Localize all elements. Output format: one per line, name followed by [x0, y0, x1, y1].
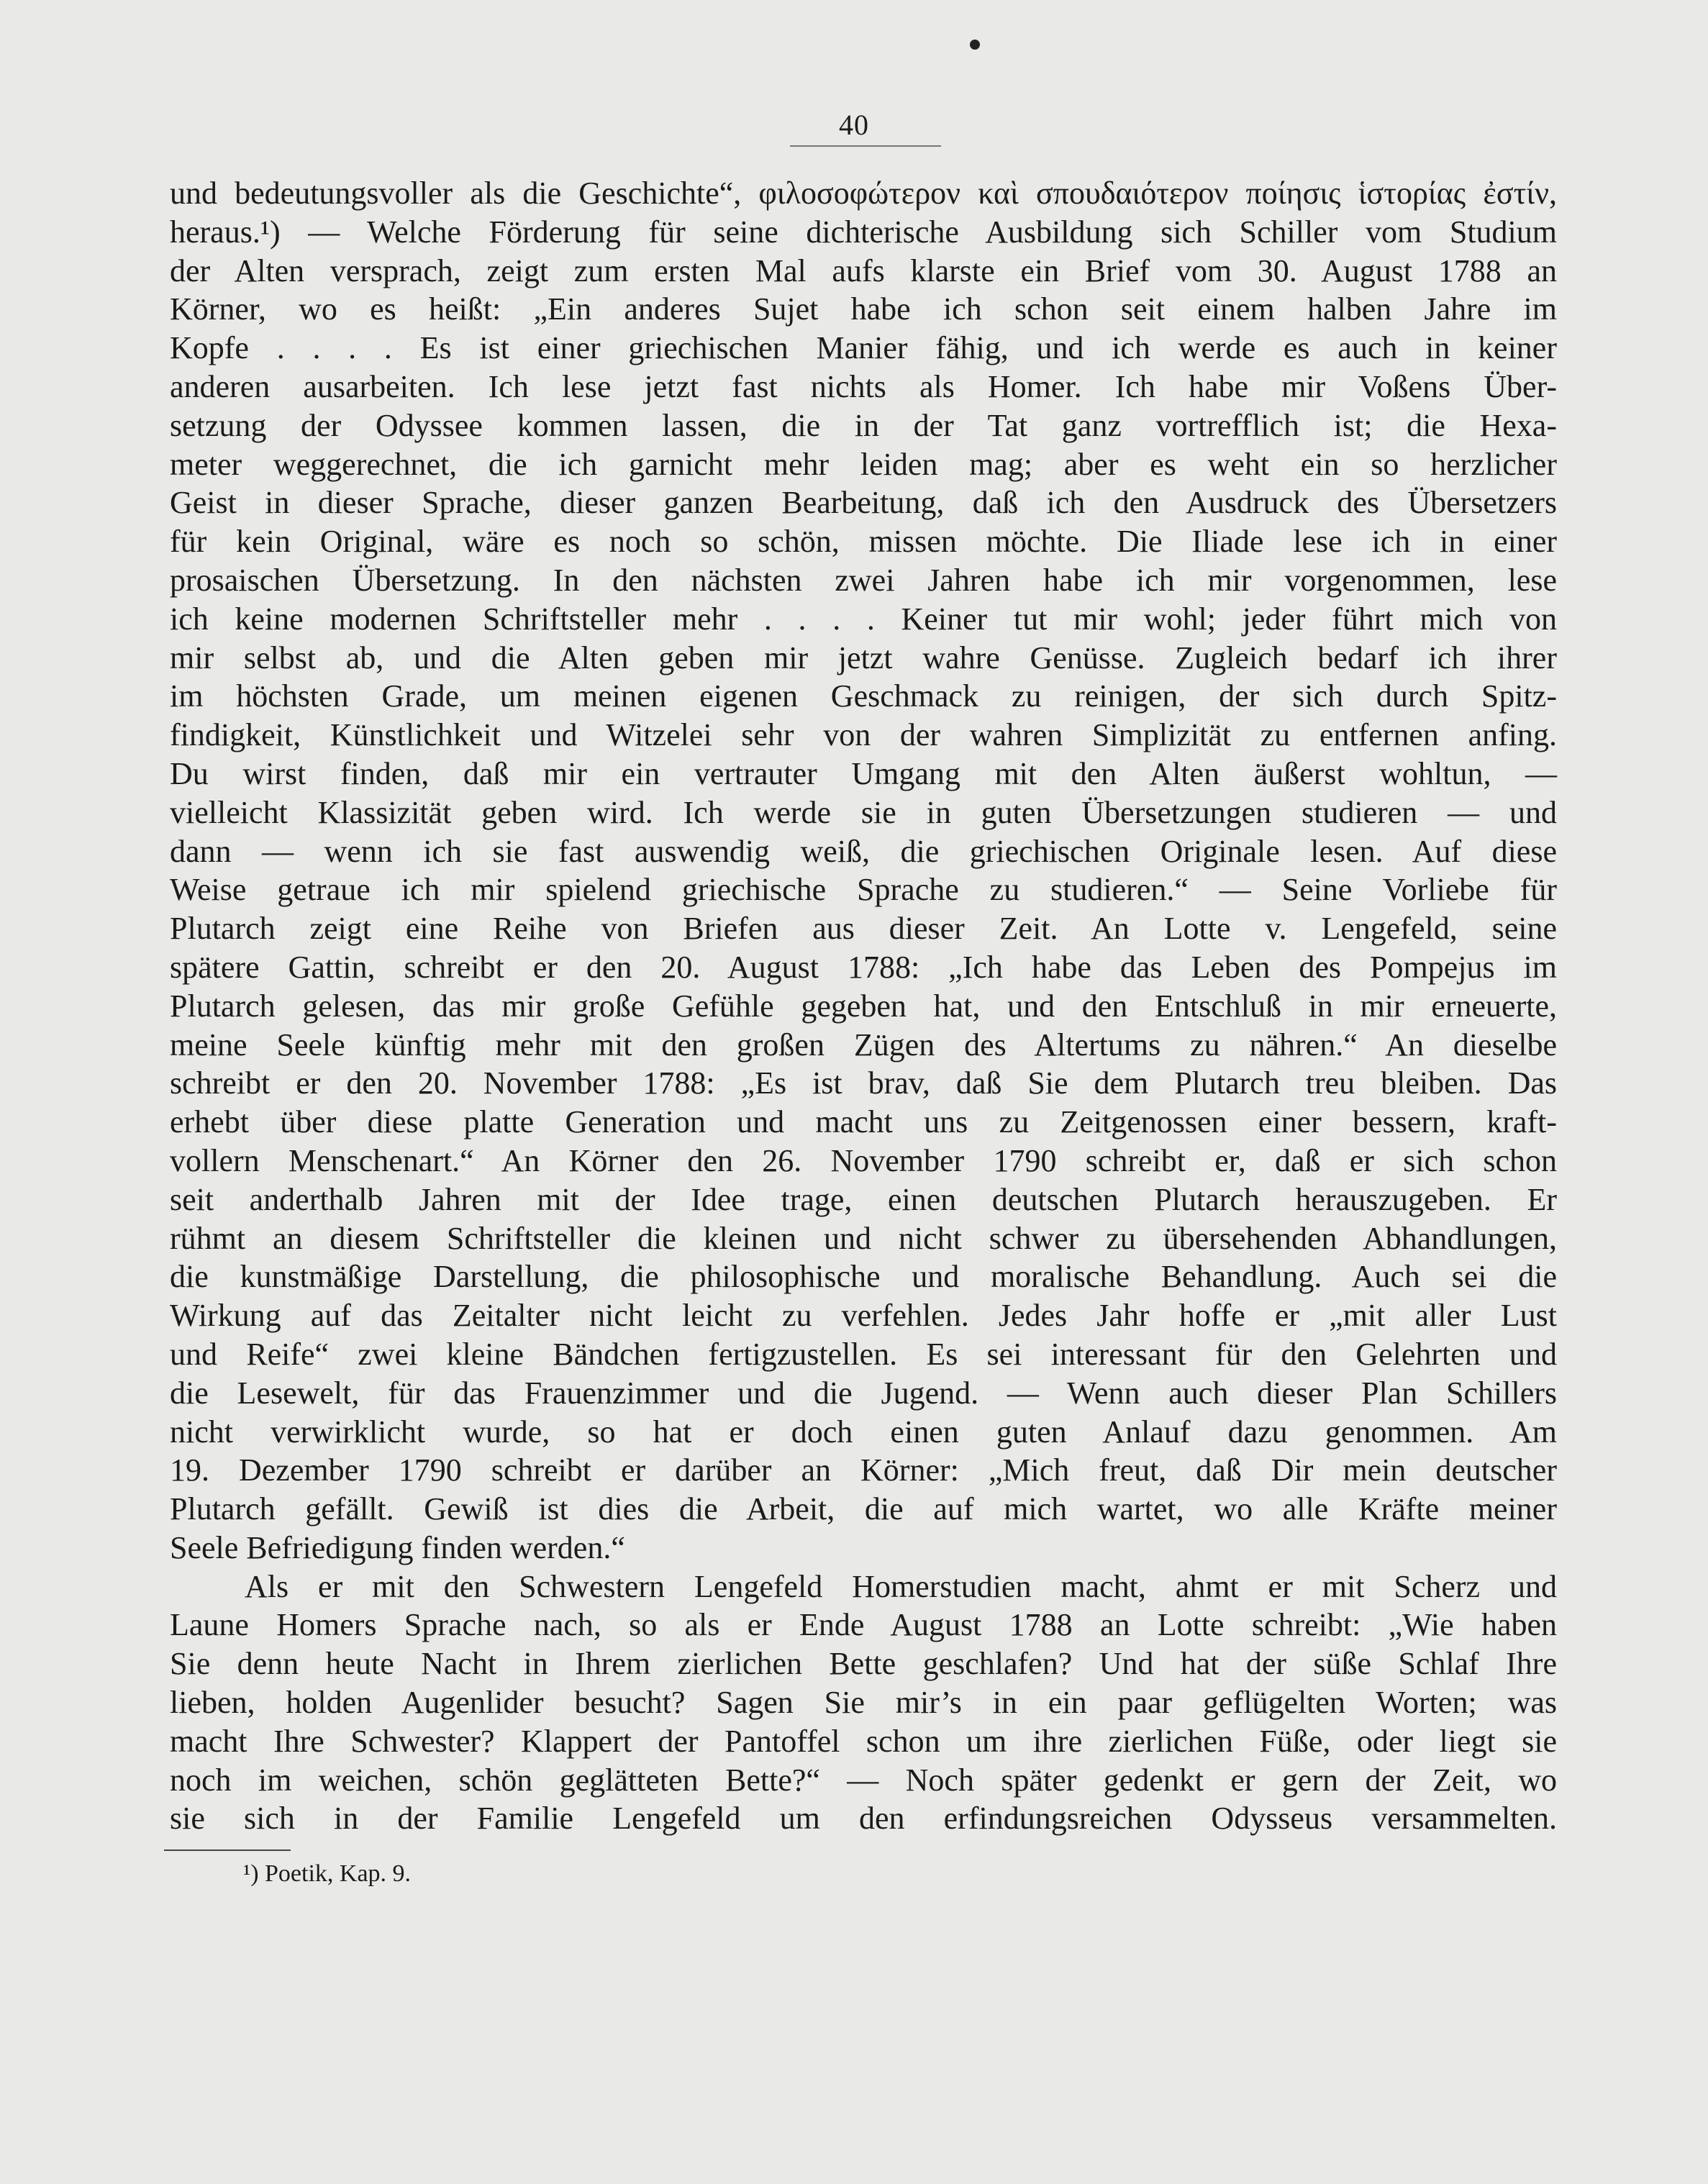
text-line: und bedeutungsvoller als die Geschichte“, φιλοσοφώτερον καὶ σπουδαιότερον ποίησις ἱστορίας ἐστίν, — [170, 176, 1557, 211]
body-text — [170, 174, 1557, 1838]
text-line: schreibt er den 20. November 1788: „Es ist brav, daß Sie dem Plutarch treu bleiben. Das — [170, 1065, 1557, 1101]
text-line: setzung der Odyssee kommen lassen, die in der Tat ganz vortrefflich ist; die Hexa- — [170, 407, 1557, 443]
text-line: Wirkung auf das Zeitalter nicht leicht zu verfehlen. Jedes Jahr hoffe er „mit aller Lust — [170, 1298, 1557, 1334]
text-line: vollern Menschenart.“ An Körner den 26. November 1790 schreibt er, daß er sich schon — [170, 1142, 1557, 1178]
text-line: Als er mit den Schwestern Lengefeld Homerstudien macht, ahmt er mit Scherz und — [245, 1568, 1557, 1604]
text-line: ich keine modernen Schriftsteller mehr . . . . Keiner tut mir wohl; jeder führt mich von — [170, 601, 1557, 637]
text-line: und Reife“ zwei kleine Bändchen fertigzustellen. Es sei interessant für den Gelehrten und — [170, 1336, 1557, 1372]
text-line: vielleicht Klassizität geben wird. Ich werde sie in guten Übersetzungen studieren — und — [170, 794, 1557, 830]
text-line: Plutarch gelesen, das mir große Gefühle gegeben hat, und den Entschluß in mir erneuerte, — [170, 988, 1557, 1024]
text-line: findigkeit, Künstlichkeit und Witzelei sehr von der wahren Simplizität zu entfernen anfing. — [170, 717, 1557, 753]
text-line: erhebt über diese platte Generation und macht uns zu Zeitgenossen einer bessern, kraft- — [170, 1104, 1557, 1140]
text-line: Seele Befriedigung finden werden.“ — [170, 1529, 625, 1565]
text-line: dann — wenn ich sie fast auswendig weiß, die griechischen Originale lesen. Auf diese — [170, 833, 1557, 869]
text-line: anderen ausarbeiten. Ich lese jetzt fast nichts als Homer. Ich habe mir Voßens Über- — [170, 368, 1557, 404]
text-line: Geist in dieser Sprache, dieser ganzen Bearbeitung, daß ich den Ausdruck des Übersetzers — [170, 485, 1557, 521]
text-line: meter weggerechnet, die ich garnicht mehr leiden mag; aber es weht ein so herzlicher — [170, 446, 1557, 482]
text-line: die Lesewelt, für das Frauenzimmer und die Jugend. — Wenn auch dieser Plan Schillers — [170, 1375, 1557, 1411]
text-line: Plutarch gefällt. Gewiß ist dies die Arbeit, die auf mich wartet, wo alle Kräfte meiner — [170, 1491, 1557, 1527]
text-line: Kopfe . . . . Es ist einer griechischen Manier fähig, und ich werde es auch in keiner — [170, 330, 1557, 366]
text-line: im höchsten Grade, um meinen eigenen Geschmack zu reinigen, der sich durch Spitz- — [170, 678, 1557, 714]
page-number-rule — [790, 145, 941, 147]
page-number: 40 — [839, 109, 869, 141]
text-line: Laune Homers Sprache nach, so als er Ende August 1788 an Lotte schreibt: „Wie haben — [170, 1607, 1557, 1643]
text-line: sie sich in der Familie Lengefeld um den erfindungsreichen Odysseus versammelten. — [170, 1801, 1557, 1837]
text-line: der Alten versprach, zeigt zum ersten Mal aufs klarste ein Brief vom 30. August 1788 an — [170, 252, 1557, 288]
text-line: seit anderthalb Jahren mit der Idee trage, einen deutschen Plutarch herauszugeben. Er — [170, 1181, 1557, 1217]
text-line: prosaischen Übersetzung. In den nächsten zwei Jahren habe ich mir vorgenommen, lese — [170, 562, 1557, 598]
text-line: lieben, holden Augenlider besucht? Sagen Sie mir’s in ein paar geflügelten Worten; was — [170, 1685, 1557, 1721]
text-line: heraus.¹) — Welche Förderung für seine dichterische Ausbildung sich Schiller vom Studium — [170, 214, 1557, 250]
text-line: die kunstmäßige Darstellung, die philosophische und moralische Behandlung. Auch sei die — [170, 1259, 1557, 1295]
footnote: ¹) Poetik, Kap. 9. — [243, 1860, 412, 1887]
text-line: Körner, wo es heißt: „Ein anderes Sujet habe ich schon seit einem halben Jahre im — [170, 291, 1557, 327]
text-line: Sie denn heute Nacht in Ihrem zierlichen Bette geschlafen? Und hat der süße Schlaf Ihre — [170, 1646, 1557, 1682]
text-line: für kein Original, wäre es noch so schön, missen möchte. Die Iliade lese ich in einer — [170, 524, 1557, 560]
text-line: Weise getraue ich mir spielend griechische Sprache zu studieren.“ — Seine Vorliebe für — [170, 872, 1557, 908]
ink-speck — [970, 40, 980, 50]
footnote-rule — [164, 1849, 291, 1851]
text-line: rühmt an diesem Schriftsteller die kleinen und nicht schwer zu übersehenden Abhandlungen, — [170, 1220, 1557, 1256]
text-line: Plutarch zeigt eine Reihe von Briefen aus dieser Zeit. An Lotte v. Lengefeld, seine — [170, 911, 1557, 947]
text-line: macht Ihre Schwester? Klappert der Pantoffel schon um ihre zierlichen Füße, oder liegt sie — [170, 1723, 1557, 1759]
text-line: 19. Dezember 1790 schreibt er darüber an Körner: „Mich freut, daß Dir mein deutscher — [170, 1452, 1557, 1488]
text-line: meine Seele künftig mehr mit den großen Zügen des Altertums zu nähren.“ An dieselbe — [170, 1027, 1557, 1063]
text-line: nicht verwirklicht wurde, so hat er doch einen guten Anlauf dazu genommen. Am — [170, 1414, 1557, 1450]
text-line: Du wirst finden, daß mir ein vertrauter Umgang mit den Alten äußerst wohltun, — — [170, 755, 1557, 791]
text-line: mir selbst ab, und die Alten geben mir jetzt wahre Genüsse. Zugleich bedarf ich ihrer — [170, 640, 1557, 675]
text-line: noch im weichen, schön geglätteten Bette?“ — Noch später gedenkt er gern der Zeit, wo — [170, 1762, 1557, 1798]
text-line: spätere Gattin, schreibt er den 20. August 1788: „Ich habe das Leben des Pompejus im — [170, 949, 1557, 985]
